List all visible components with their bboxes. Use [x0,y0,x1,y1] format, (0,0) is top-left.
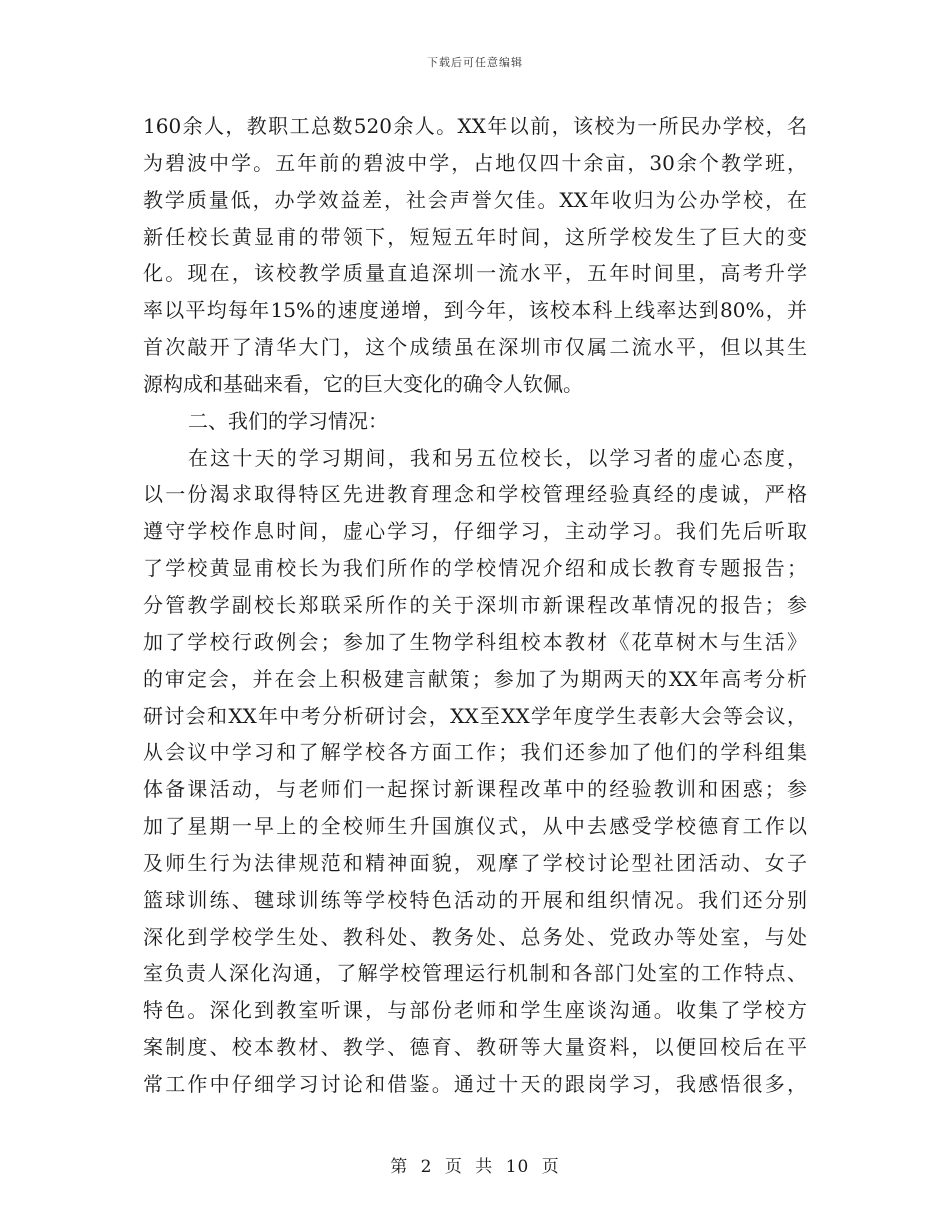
paragraph-continued [143,108,807,403]
text-line: 从会议中学习和了解学校各方面工作；我们还参加了他们的学科组集 [143,740,807,765]
page-header: 下载后可任意编辑 [427,56,523,69]
text-line: 率以平均每年15%的速度递增，到今年，该校本科上线率达到80%，并 [143,298,807,323]
text-line: 深化到学校学生处、教科处、教务处、总务处、党政办等处室，与处 [143,924,807,949]
page-number: 第 2 页 共 10 页 [390,1157,560,1177]
paragraph-study-situation [143,440,807,1103]
text-line: 了学校黄显甫校长为我们所作的学校情况介绍和成长教育专题报告； [143,556,807,581]
text-line: 常工作中仔细学习讨论和借鉴。通过十天的跟岗学习，我感悟很多， [143,1071,807,1096]
text-line: 分管教学副校长郑联采所作的关于深圳市新课程改革情况的报告；参 [143,592,807,617]
text-line: 研讨会和XX年中考分析研讨会，XX至XX学年度学生表彰大会等会议， [143,703,807,728]
text-line: 加了学校行政例会；参加了生物学科组校本教材《花草树木与生活》 [143,629,807,654]
text-line: 遵守学校作息时间，虚心学习，仔细学习，主动学习。我们先后听取 [143,519,807,544]
section-heading: 二、我们的学习情况： [188,408,388,433]
text-line: 加了星期一早上的全校师生升国旗仪式，从中去感受学校德育工作以 [143,814,807,839]
text-line: 篮球训练、毽球训练等学校特色活动的开展和组织情况。我们还分别 [143,887,807,912]
text-line: 为碧波中学。五年前的碧波中学，占地仅四十余亩，30余个教学班， [143,150,807,175]
text-line: 首次敲开了清华大门，这个成绩虽在深圳市仅属二流水平，但以其生 [143,335,807,360]
text-line: 的审定会，并在会上积极建言献策；参加了为期两天的XX年高考分析 [143,666,807,691]
text-line: 160余人，教职工总数520余人。XX年以前，该校为一所民办学校，名 [143,114,807,138]
text-line: 教学质量低，办学效益差，社会声誉欠佳。XX年收归为公办学校，在 [143,187,807,212]
text-line: 源构成和基础来看，它的巨大变化的确令人钦佩。 [143,371,583,396]
text-line: 以一份渴求取得特区先进教育理念和学校管理经验真经的虔诚，严格 [143,482,807,507]
text-line: 化。现在，该校教学质量直追深圳一流水平，五年时间里，高考升学 [143,261,807,286]
text-line: 体备课活动，与老师们一起探讨新课程改革中的经验教训和困惑；参 [143,777,807,802]
text-line: 案制度、校本教材、教学、德育、教研等大量资料，以便回校后在平 [143,1035,807,1060]
text-line: 新任校长黄显甫的带领下，短短五年时间，这所学校发生了巨大的变 [143,224,807,249]
text-line: 及师生行为法律规范和精神面貌，观摩了学校讨论型社团活动、女子 [143,850,807,875]
text-line: 在这十天的学习期间，我和另五位校长，以学习者的虚心态度， [188,445,807,470]
document-body [143,108,807,1103]
text-line: 室负责人深化沟通，了解学校管理运行机制和各部门处室的工作特点、 [143,961,807,986]
text-line: 特色。深化到教室听课，与部份老师和学生座谈沟通。收集了学校方 [143,998,807,1023]
